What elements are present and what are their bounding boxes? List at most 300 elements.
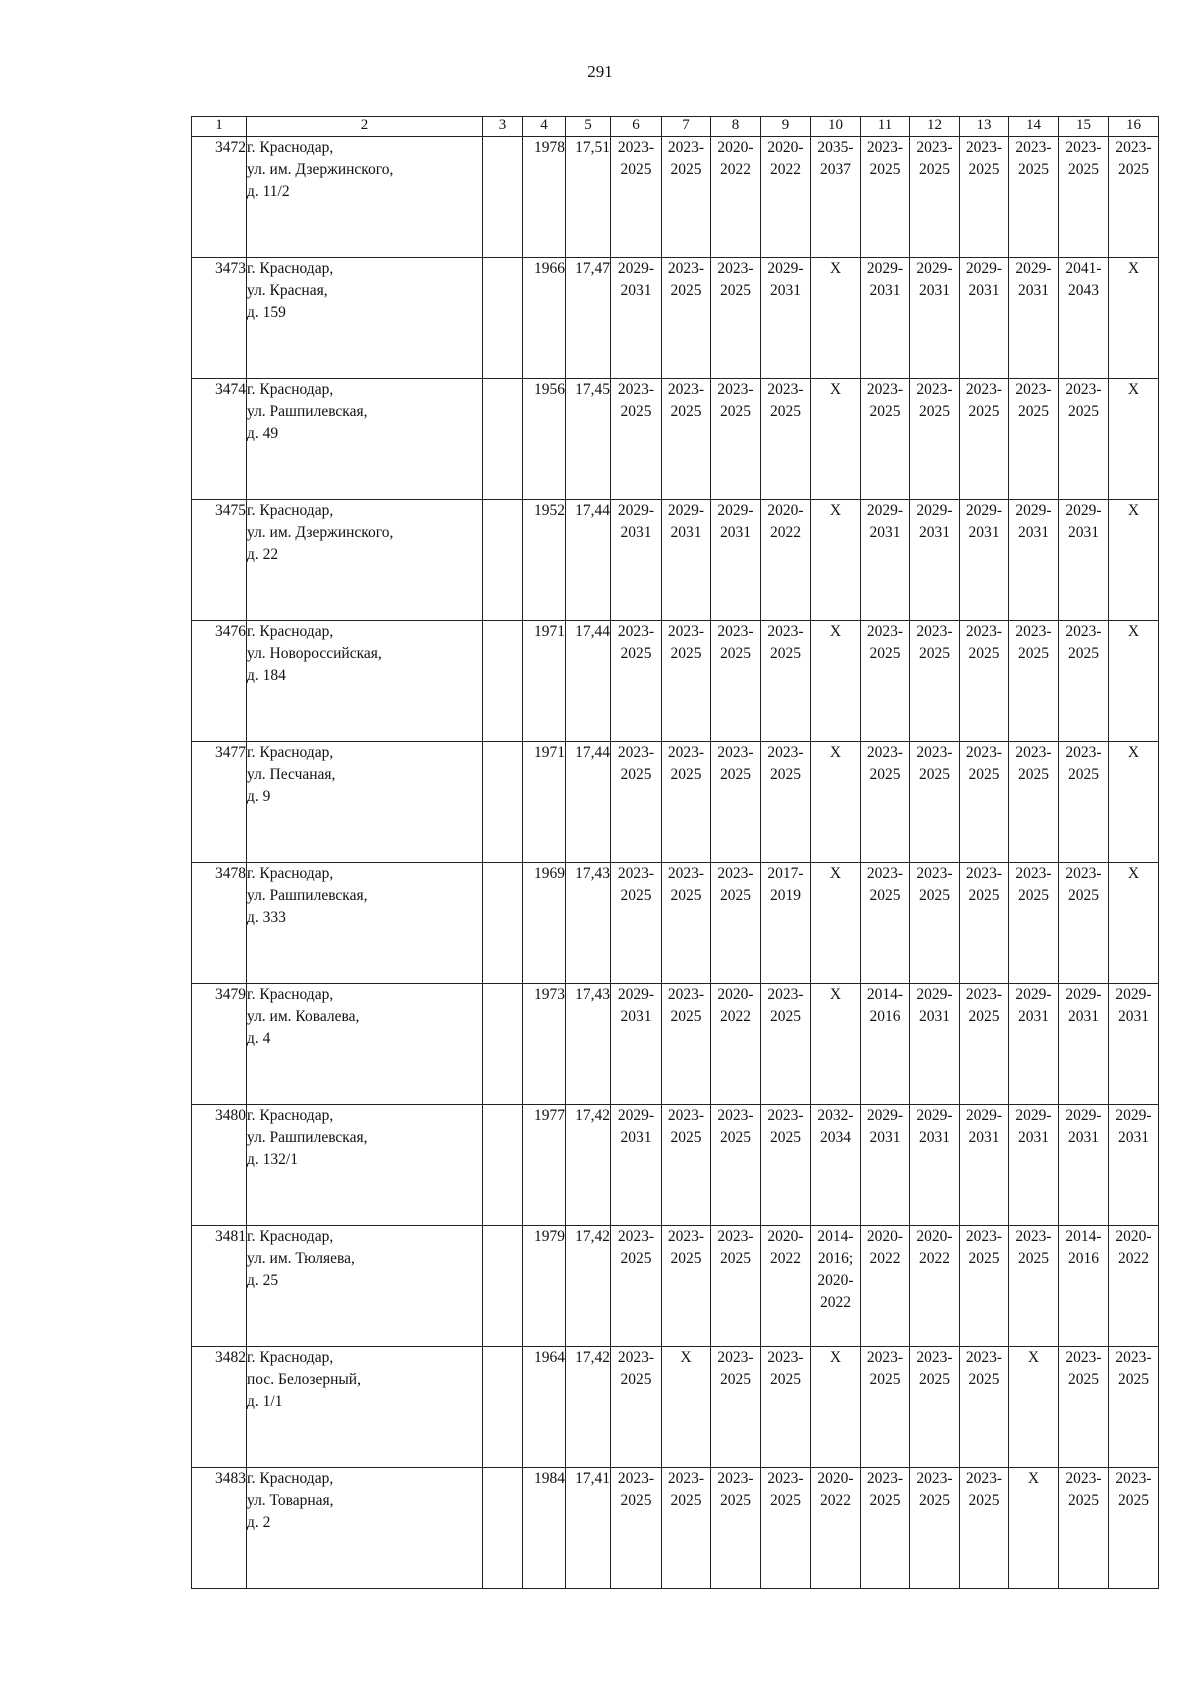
period-line: 2023-: [965, 1228, 1003, 1245]
period-line: 2019: [770, 887, 801, 904]
period-line: 2022: [770, 161, 801, 178]
period-line: 2025: [770, 645, 801, 662]
period-cell: [662, 1347, 711, 1468]
period-cell: [1059, 379, 1109, 500]
period-line: 2025: [919, 887, 950, 904]
address-line: г. Краснодар,: [247, 865, 334, 882]
period-cell: [910, 863, 960, 984]
period-cell: [1109, 621, 1159, 742]
period-line: 2025: [720, 1250, 751, 1267]
address-line: д. 4: [247, 1030, 271, 1047]
period-cell: [761, 984, 811, 1105]
year-cell: 1973: [523, 984, 566, 1105]
period-cell: [811, 258, 861, 379]
address-line: д. 132/1: [247, 1151, 298, 1168]
period-line: 2029-: [965, 260, 1003, 277]
year-cell: 1984: [523, 1468, 566, 1589]
period-cell: [1009, 137, 1059, 258]
period-cell: [711, 137, 761, 258]
period-cell: [662, 1105, 711, 1226]
period-cell: [910, 621, 960, 742]
period-line: 2029-: [1065, 1107, 1102, 1124]
period-line: 2023-: [617, 744, 655, 761]
period-line: 2029-: [1015, 986, 1052, 1003]
address-line: д. 333: [247, 909, 286, 926]
table-row: [192, 1468, 1159, 1589]
period-cell: [1109, 1226, 1159, 1347]
period-line: X: [1127, 381, 1140, 398]
period-line: 2025: [670, 161, 702, 178]
period-line: 2023-: [667, 986, 705, 1003]
period-line: 2025: [968, 887, 1000, 904]
period-line: 2025: [670, 403, 702, 420]
period-cell: [960, 500, 1009, 621]
period-line: 2025: [919, 1371, 950, 1388]
period-line: 2025: [1068, 645, 1099, 662]
period-cell: [910, 379, 960, 500]
period-line: 2029-: [1065, 502, 1102, 519]
period-line: 2025: [770, 1008, 801, 1025]
column-header: 5: [566, 117, 611, 137]
period-cell: [861, 258, 910, 379]
address-line: д. 49: [247, 425, 279, 442]
period-line: 2025: [670, 1129, 702, 1146]
period-cell: [1109, 379, 1159, 500]
period-line: 2023-: [717, 260, 754, 277]
period-line: 2029-: [866, 502, 904, 519]
period-line: 2016;: [817, 1250, 854, 1267]
address-line: ул. Рашпилевская,: [247, 403, 368, 420]
column-header: 1: [192, 117, 247, 137]
empty-cell: [483, 137, 523, 258]
period-cell: [811, 1468, 861, 1589]
period-line: X: [1127, 865, 1140, 882]
period-line: 2023-: [667, 744, 705, 761]
period-line: 2025: [1118, 1371, 1149, 1388]
period-line: 2031: [620, 1129, 652, 1146]
period-line: 2031: [919, 524, 950, 541]
period-cell: [861, 742, 910, 863]
year-cell: 1977: [523, 1105, 566, 1226]
period-line: 2023-: [617, 139, 655, 156]
period-line: 2020-: [717, 986, 754, 1003]
empty-cell: [483, 621, 523, 742]
period-line: 2025: [720, 1371, 751, 1388]
period-cell: [811, 1226, 861, 1347]
period-cell: [910, 1226, 960, 1347]
period-cell: [611, 1468, 662, 1589]
period-cell: [960, 137, 1009, 258]
period-cell: [711, 742, 761, 863]
period-line: 2029-: [1015, 1107, 1052, 1124]
period-line: 2022: [820, 1492, 851, 1509]
period-line: 2025: [1018, 161, 1049, 178]
period-line: 2025: [1018, 1250, 1049, 1267]
period-line: X: [829, 381, 842, 398]
row-number: 3473: [192, 258, 247, 379]
period-cell: [611, 984, 662, 1105]
period-line: 2025: [919, 645, 950, 662]
empty-cell: [483, 1226, 523, 1347]
period-line: 2014-: [866, 986, 904, 1003]
period-line: 2025: [869, 766, 901, 783]
period-line: 2025: [720, 1492, 751, 1509]
metric-cell: 17,44: [566, 500, 611, 621]
period-line: 2025: [770, 1129, 801, 1146]
table-row: [192, 1347, 1159, 1468]
period-line: 2023-: [1015, 865, 1052, 882]
column-header: 3: [483, 117, 523, 137]
period-cell: [811, 621, 861, 742]
period-line: 2029-: [866, 260, 904, 277]
period-line: 2014-: [817, 1228, 854, 1245]
column-header: 11: [861, 117, 910, 137]
period-line: 2023-: [965, 623, 1003, 640]
period-line: 2029-: [767, 260, 804, 277]
period-line: 2031: [919, 1008, 950, 1025]
period-cell: [662, 500, 711, 621]
address-cell: [247, 500, 483, 621]
period-line: 2031: [620, 524, 652, 541]
address-line: г. Краснодар,: [247, 744, 334, 761]
empty-cell: [483, 984, 523, 1105]
period-line: 2023-: [717, 381, 754, 398]
period-cell: [861, 500, 910, 621]
period-line: 2022: [1118, 1250, 1149, 1267]
column-header: 15: [1059, 117, 1109, 137]
address-cell: [247, 1468, 483, 1589]
period-line: 2025: [1018, 645, 1049, 662]
period-line: 2031: [869, 282, 901, 299]
period-line: 2031: [1018, 524, 1049, 541]
period-cell: [761, 1347, 811, 1468]
address-line: ул. Рашпилевская,: [247, 1129, 368, 1146]
period-line: 2023-: [965, 986, 1003, 1003]
table-row: [192, 742, 1159, 863]
period-cell: [811, 137, 861, 258]
address-line: ул. Товарная,: [247, 1492, 334, 1509]
period-cell: [1059, 1105, 1109, 1226]
period-line: 2031: [1118, 1008, 1149, 1025]
period-cell: [960, 379, 1009, 500]
period-cell: [611, 1226, 662, 1347]
period-line: 2022: [770, 524, 801, 541]
address-line: д. 159: [247, 304, 286, 321]
period-cell: [761, 1468, 811, 1589]
period-line: 2025: [1118, 161, 1149, 178]
period-line: 2031: [968, 282, 1000, 299]
period-line: 2023-: [1015, 139, 1052, 156]
period-cell: [811, 863, 861, 984]
period-line: 2025: [620, 1250, 652, 1267]
period-line: 2023-: [916, 744, 953, 761]
period-line: 2023-: [667, 1107, 705, 1124]
period-line: 2023-: [1015, 623, 1052, 640]
period-cell: [611, 863, 662, 984]
period-cell: [662, 863, 711, 984]
period-line: X: [1127, 260, 1140, 277]
metric-cell: 17,45: [566, 379, 611, 500]
table-row: [192, 258, 1159, 379]
metric-cell: 17,42: [566, 1105, 611, 1226]
period-cell: [711, 500, 761, 621]
period-line: 2025: [968, 403, 1000, 420]
period-line: 2023-: [1065, 1349, 1102, 1366]
period-cell: [1109, 742, 1159, 863]
period-line: 2031: [1068, 1008, 1099, 1025]
period-cell: [1009, 863, 1059, 984]
period-cell: [910, 1105, 960, 1226]
column-header: 9: [761, 117, 811, 137]
period-line: 2031: [670, 524, 702, 541]
column-header: 4: [523, 117, 566, 137]
period-line: 2023-: [916, 381, 953, 398]
period-line: 2023-: [717, 1349, 754, 1366]
period-line: 2020-: [866, 1228, 904, 1245]
address-line: г. Краснодар,: [247, 986, 334, 1003]
period-cell: [611, 379, 662, 500]
period-line: 2023-: [617, 1470, 655, 1487]
column-header: 8: [711, 117, 761, 137]
period-cell: [861, 137, 910, 258]
period-line: X: [829, 623, 842, 640]
period-cell: [861, 984, 910, 1105]
year-cell: 1956: [523, 379, 566, 500]
address-line: г. Краснодар,: [247, 623, 334, 640]
period-line: 2025: [869, 1371, 901, 1388]
table-row: [192, 863, 1159, 984]
metric-cell: 17,42: [566, 1226, 611, 1347]
period-line: 2025: [1068, 403, 1099, 420]
period-line: 2020-: [717, 139, 754, 156]
period-line: 2025: [720, 645, 751, 662]
period-cell: [960, 742, 1009, 863]
period-cell: [1009, 621, 1059, 742]
period-line: 2023-: [916, 623, 953, 640]
period-line: 2031: [968, 524, 1000, 541]
period-line: 2023-: [866, 139, 904, 156]
period-cell: [711, 1105, 761, 1226]
period-line: 2029-: [617, 1107, 655, 1124]
period-cell: [1009, 742, 1059, 863]
period-line: 2032-: [817, 1107, 854, 1124]
period-cell: [711, 379, 761, 500]
period-line: 2031: [919, 1129, 950, 1146]
period-line: X: [829, 986, 842, 1003]
period-cell: [960, 258, 1009, 379]
period-line: 2029-: [1015, 260, 1052, 277]
period-cell: [1109, 984, 1159, 1105]
period-line: 2031: [1018, 1008, 1049, 1025]
period-cell: [711, 621, 761, 742]
address-line: ул. Новороссийская,: [247, 645, 382, 662]
period-cell: [910, 742, 960, 863]
period-cell: [611, 742, 662, 863]
period-line: 2023-: [1015, 381, 1052, 398]
period-line: 2023-: [866, 865, 904, 882]
period-cell: [1059, 258, 1109, 379]
period-line: 2023-: [767, 1470, 804, 1487]
period-cell: [1059, 863, 1109, 984]
address-line: д. 25: [247, 1272, 279, 1289]
period-line: 2029-: [1015, 502, 1052, 519]
period-cell: [811, 379, 861, 500]
empty-cell: [483, 1347, 523, 1468]
period-line: 2023-: [965, 1470, 1003, 1487]
period-cell: [1009, 984, 1059, 1105]
row-number: 3472: [192, 137, 247, 258]
period-cell: [1059, 984, 1109, 1105]
period-line: 2025: [620, 887, 652, 904]
period-cell: [1009, 1226, 1059, 1347]
year-cell: 1971: [523, 742, 566, 863]
address-line: г. Краснодар,: [247, 139, 334, 156]
address-line: г. Краснодар,: [247, 1107, 334, 1124]
row-number: 3479: [192, 984, 247, 1105]
period-line: 2025: [620, 1371, 652, 1388]
period-line: 2023-: [916, 865, 953, 882]
period-cell: [761, 863, 811, 984]
period-cell: [761, 742, 811, 863]
address-line: д. 22: [247, 546, 279, 563]
table-row: [192, 1105, 1159, 1226]
address-line: д. 184: [247, 667, 286, 684]
period-line: 2023-: [717, 744, 754, 761]
year-cell: 1952: [523, 500, 566, 621]
period-line: 2023-: [965, 744, 1003, 761]
period-line: 2031: [919, 282, 950, 299]
period-line: 2023-: [717, 1228, 754, 1245]
period-cell: [611, 1105, 662, 1226]
period-cell: [811, 500, 861, 621]
period-cell: [1059, 1468, 1109, 1589]
period-line: 2035-: [817, 139, 854, 156]
metric-cell: 17,44: [566, 742, 611, 863]
period-line: 2031: [1068, 1129, 1099, 1146]
address-line: ул. Песчаная,: [247, 766, 336, 783]
period-line: 2023-: [767, 1349, 804, 1366]
period-cell: [662, 137, 711, 258]
period-cell: [1109, 137, 1159, 258]
period-line: 2020-: [817, 1272, 854, 1289]
period-line: X: [680, 1349, 692, 1366]
period-line: 2023-: [965, 865, 1003, 882]
period-cell: [711, 863, 761, 984]
metric-cell: 17,47: [566, 258, 611, 379]
period-cell: [611, 258, 662, 379]
year-cell: 1966: [523, 258, 566, 379]
period-line: 2023-: [667, 623, 705, 640]
period-cell: [960, 1468, 1009, 1589]
period-line: 2029-: [965, 502, 1003, 519]
period-cell: [960, 1226, 1009, 1347]
table-row: [192, 137, 1159, 258]
period-line: 2025: [869, 403, 901, 420]
header-row: [192, 117, 1159, 137]
period-line: 2025: [620, 1492, 652, 1509]
period-line: X: [1027, 1470, 1040, 1487]
address-line: д. 9: [247, 788, 271, 805]
address-cell: [247, 984, 483, 1105]
period-line: X: [1127, 623, 1140, 640]
address-line: г. Краснодар,: [247, 502, 334, 519]
period-line: X: [1127, 502, 1140, 519]
period-line: 2025: [869, 161, 901, 178]
period-line: 2023-: [916, 1349, 953, 1366]
row-number: 3481: [192, 1226, 247, 1347]
period-line: 2023-: [667, 139, 705, 156]
period-line: 2023-: [1015, 1228, 1052, 1245]
period-line: 2041-: [1065, 260, 1102, 277]
period-line: 2022: [820, 1294, 851, 1311]
address-line: г. Краснодар,: [247, 260, 334, 277]
table-body: [192, 117, 1159, 1589]
period-line: 2025: [919, 1492, 950, 1509]
period-line: 2023-: [667, 381, 705, 398]
period-line: 2031: [620, 282, 652, 299]
period-cell: [761, 137, 811, 258]
period-cell: [1109, 863, 1159, 984]
period-line: 2043: [1068, 282, 1099, 299]
period-cell: [1109, 1105, 1159, 1226]
period-line: 2023-: [667, 865, 705, 882]
period-cell: [910, 984, 960, 1105]
period-line: 2025: [670, 1250, 702, 1267]
column-header: 6: [611, 117, 662, 137]
period-cell: [1009, 1105, 1059, 1226]
empty-cell: [483, 500, 523, 621]
period-cell: [861, 379, 910, 500]
address-cell: [247, 1226, 483, 1347]
address-cell: [247, 863, 483, 984]
period-cell: [711, 1468, 761, 1589]
period-line: 2022: [770, 1250, 801, 1267]
period-cell: [761, 258, 811, 379]
empty-cell: [483, 258, 523, 379]
period-line: 2023-: [617, 1228, 655, 1245]
period-cell: [1009, 1347, 1059, 1468]
address-line: ул. Рашпилевская,: [247, 887, 368, 904]
period-line: 2023-: [1115, 1349, 1152, 1366]
period-cell: [811, 984, 861, 1105]
year-cell: 1964: [523, 1347, 566, 1468]
period-cell: [711, 1226, 761, 1347]
period-line: 2025: [1018, 766, 1049, 783]
period-line: 2037: [820, 161, 851, 178]
period-cell: [960, 1347, 1009, 1468]
period-cell: [910, 1347, 960, 1468]
period-line: 2023-: [1115, 139, 1152, 156]
period-line: X: [829, 1349, 842, 1366]
period-cell: [910, 137, 960, 258]
period-cell: [1009, 500, 1059, 621]
year-cell: 1969: [523, 863, 566, 984]
period-line: 2025: [919, 766, 950, 783]
table-row: [192, 500, 1159, 621]
period-cell: [1059, 500, 1109, 621]
period-line: 2025: [1118, 1492, 1149, 1509]
column-header: 7: [662, 117, 711, 137]
period-line: 2023-: [717, 1107, 754, 1124]
period-line: 2023-: [866, 1349, 904, 1366]
column-header: 13: [960, 117, 1009, 137]
period-cell: [861, 1105, 910, 1226]
period-line: 2016: [1068, 1250, 1099, 1267]
period-cell: [611, 137, 662, 258]
period-cell: [1109, 1347, 1159, 1468]
period-line: 2029-: [617, 986, 655, 1003]
period-line: 2022: [720, 1008, 751, 1025]
